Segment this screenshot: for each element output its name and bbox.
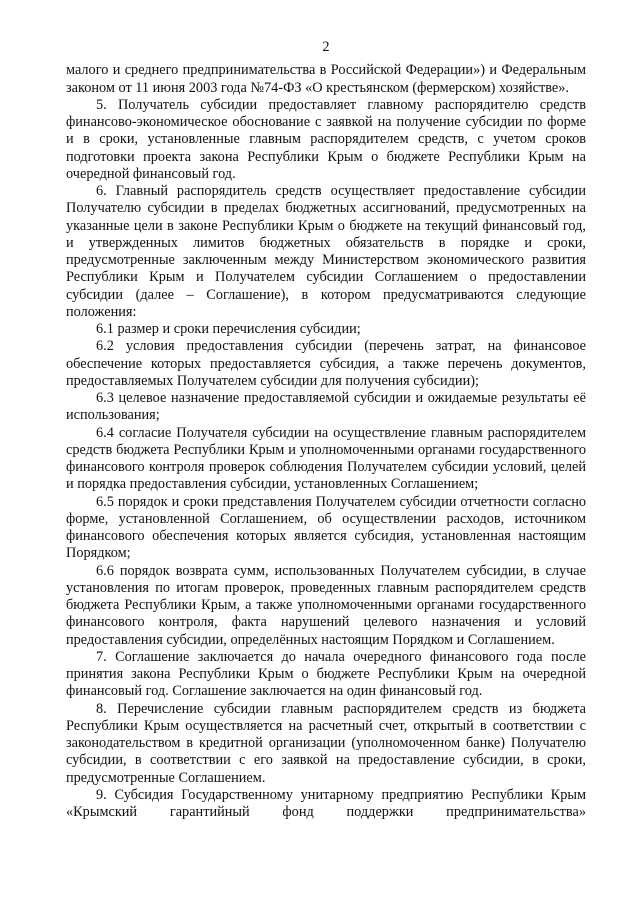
paragraph-6-1: 6.1 размер и сроки перечисления субсидии;: [96, 321, 361, 337]
paragraph-6-6: 6.6 порядок возврата сумм, использованных Получателем субсидии, в случае установления по итогам проверок, проведенных главным распорядителем средств бюджета Республики Крым, а также уполномоченными органами государственного финансового контроля, факта нарушений целевого назначения и условий предоставления субсидии, определённых настоящим Порядком и Соглашением.: [66, 562, 586, 648]
paragraph-5: 5. Получатель субсидии предоставляет главному распорядителю средств финансово-экономическое обоснование с заявкой на получение субсидии по форме и в сроки, установленные главным распорядителем средств, с учетом сроков подготовки проекта закона Республики Крым о бюджете Республики Крым на очередной финансовый год.: [66, 96, 586, 182]
paragraph-7: 7. Соглашение заключается до начала очередного финансового года после принятия закона Республики Крым о бюджете Республики Крым на очередной финансовый год. Соглашение заключается на один финансовый год.: [66, 648, 586, 700]
paragraph-6-5: 6.5 порядок и сроки представления Получателем субсидии отчетности согласно форме, установленной Соглашением, об осуществлении расходов, источником финансового обеспечения которых является субсидия, установленная настоящим Порядком;: [66, 493, 586, 562]
paragraph-6-2: 6.2 условия предоставления субсидии (перечень затрат, на финансовое обеспечение которых предоставляется субсидия, а также перечень документов, предоставляемых Получателем субсидии для получения субсидии);: [66, 338, 586, 389]
paragraph-continuation: малого и среднего предпринимательства в Российской Федерации») и Федеральным законом от 11 июня 2003 года №74-ФЗ «О крестьянском (фермерском) хозяйстве».: [66, 62, 586, 96]
paragraph-6-4: 6.4 согласие Получателя субсидии на осуществление главным распорядителем средств бюджета Республики Крым и уполномоченными органами государственного финансового контроля проверок соблюдения Получателем субсидии условий, целей и порядка предоставления субсидии, установленных Соглашением;: [66, 424, 586, 493]
paragraph-8: 8. Перечисление субсидии главным распорядителем средств из бюджета Республики Крым осуществляется на расчетный счет, открытый в соответствии с законодательством в кредитной организации (уполномоченном банке) Получателю субсидии, в соответствии с его заявкой на предоставление субсидии, в сроки, предусмотренные Соглашением.: [66, 700, 586, 786]
page-number: 2: [322, 39, 330, 55]
paragraph-6-3: 6.3 целевое назначение предоставляемой субсидии и ожидаемые результаты её использования;: [66, 390, 586, 424]
paragraph-6: 6. Главный распорядитель средств осуществляет предоставление субсидии Получателю субсидии в пределах бюджетных ассигнований, предусмотренных на указанные цели в законе Республики Крым о бюджете на текущий финансовый год, и утвержденных лимитов бюджетных обязательств в порядке и сроки, предусмотренные заключенным между Министерством экономического развития Республики Крым и Получателем субсидии Соглашением о предоставлении субсидии (далее – Соглашение), в котором предусматриваются следующие положения:: [66, 183, 586, 320]
paragraph-9: 9. Субсидия Государственному унитарному предприятию Республики Крым «Крымский гарантийный фонд поддержки предпринимательства»: [66, 786, 586, 820]
